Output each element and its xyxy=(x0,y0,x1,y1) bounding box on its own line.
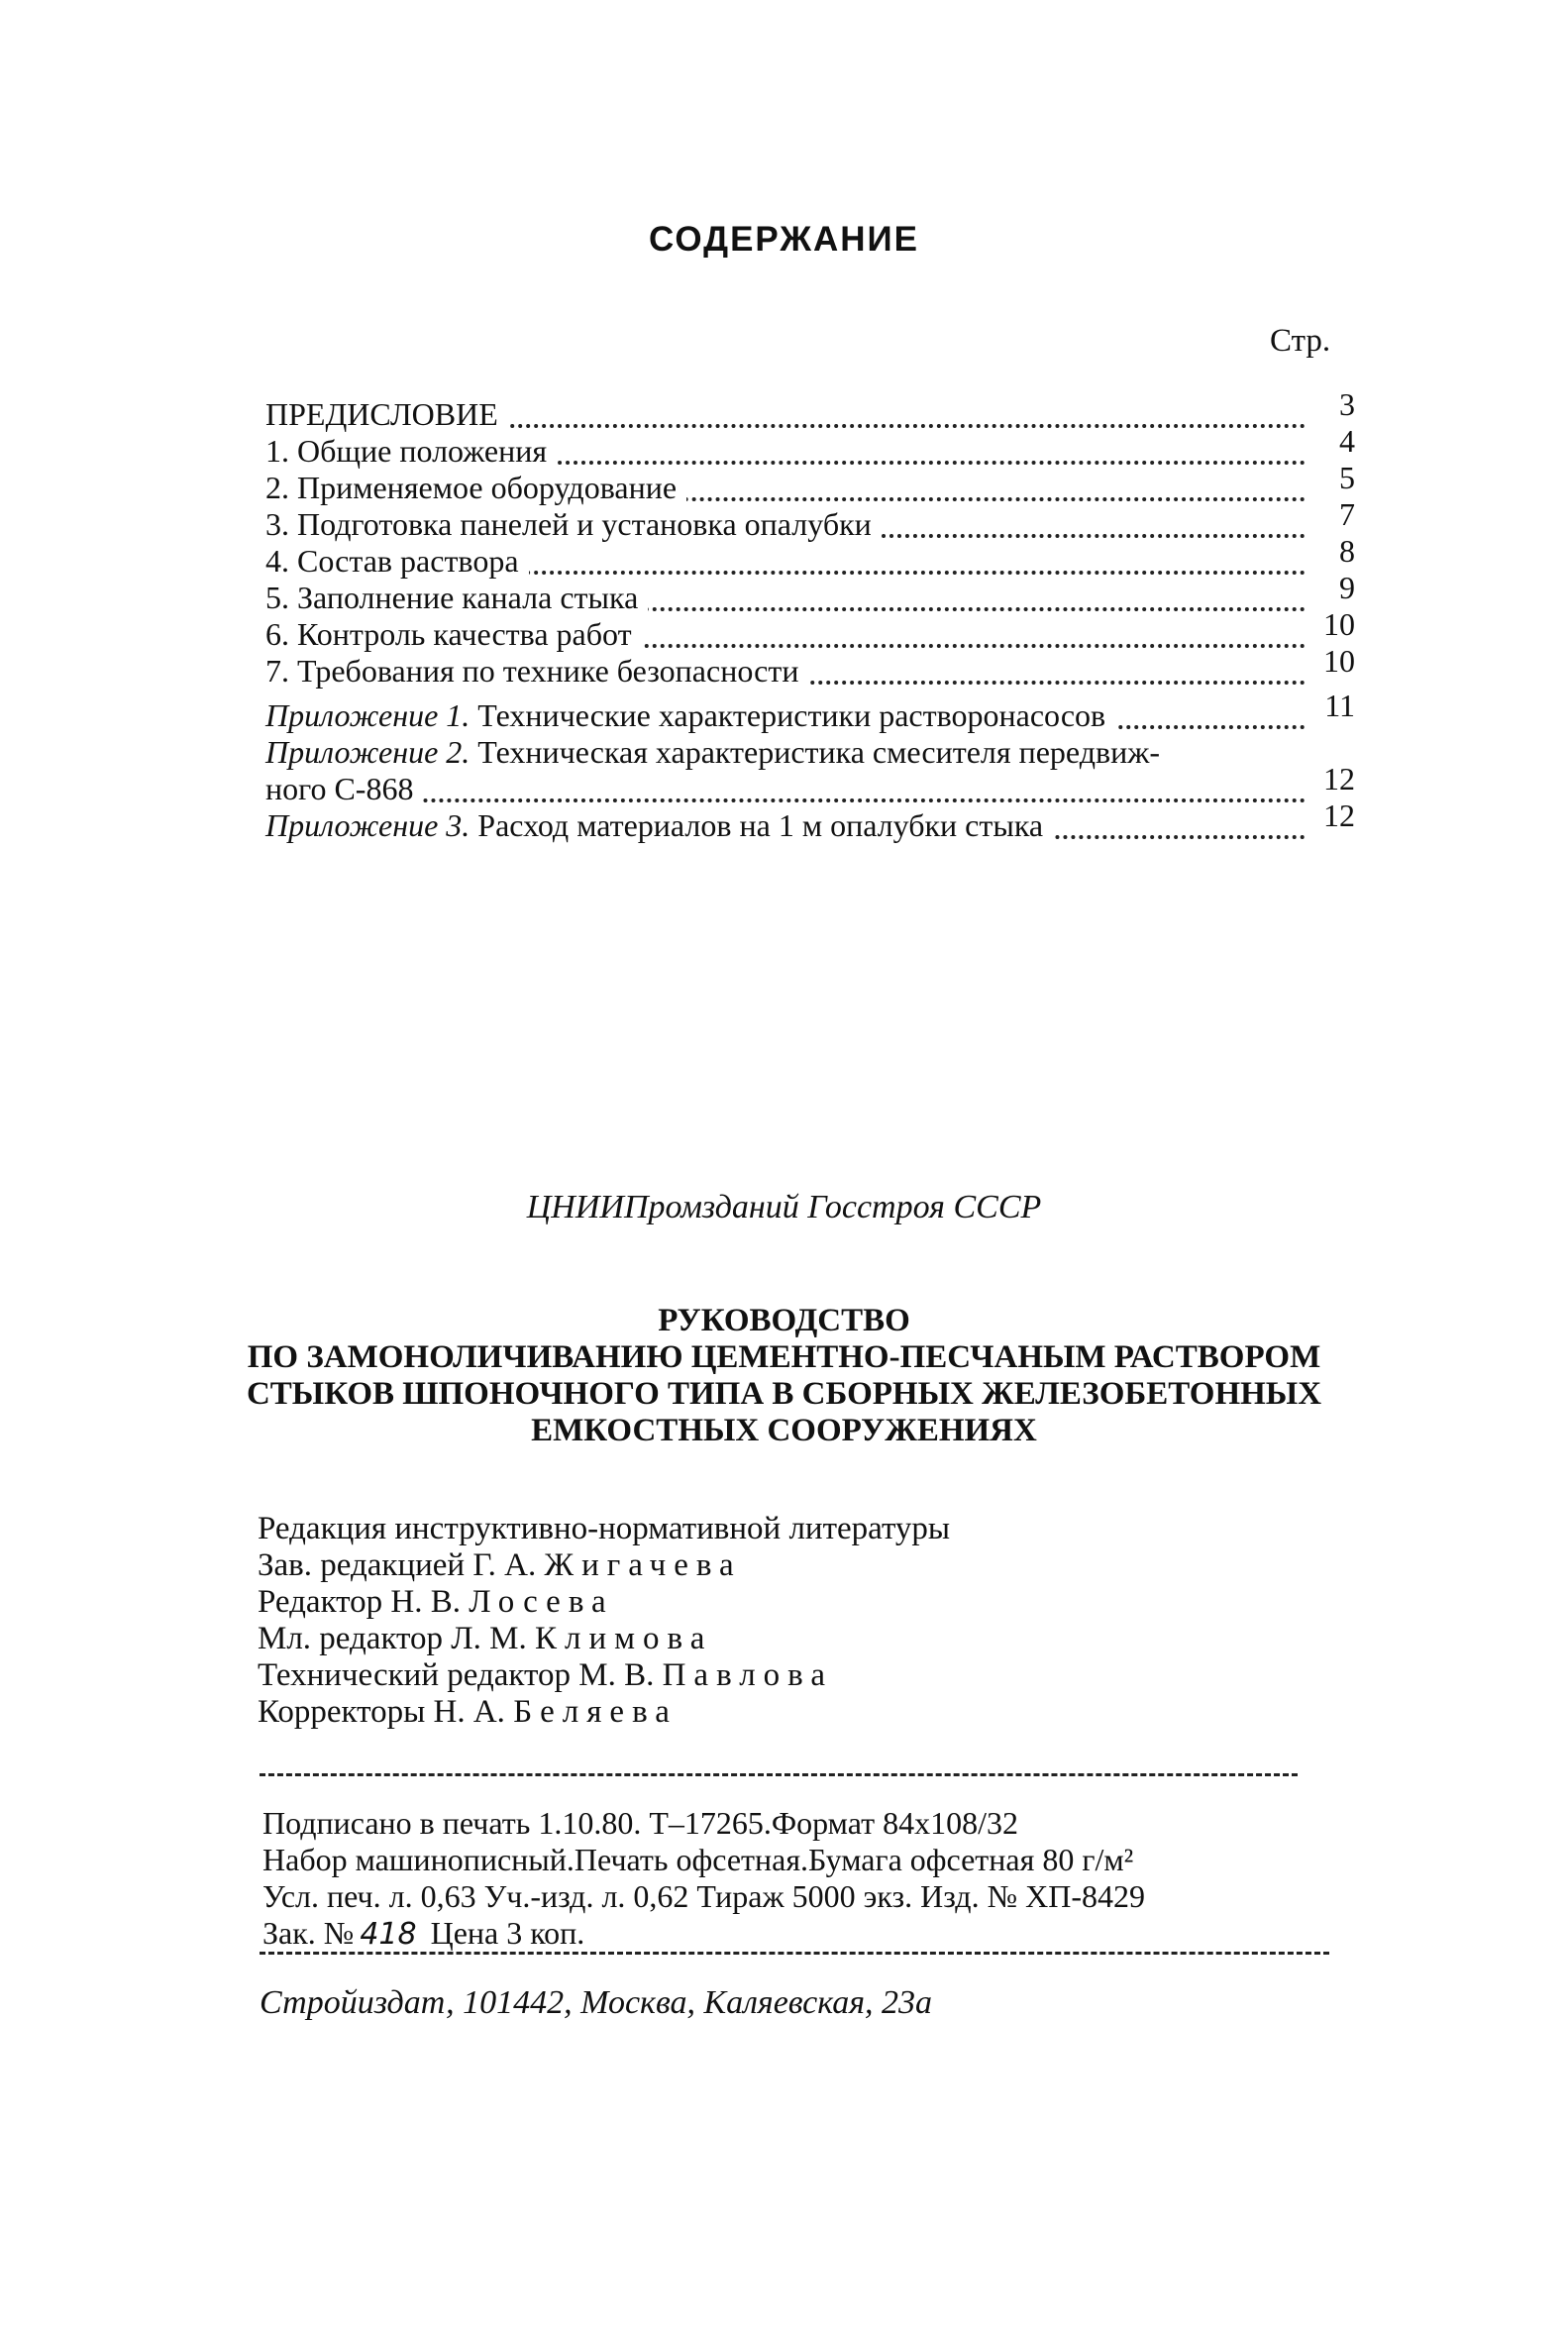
credit-role: Зав. редакцией Г. А. xyxy=(258,1547,537,1583)
appendix-prefix: Приложение 1. xyxy=(265,697,470,733)
toc-page: 8 xyxy=(1315,533,1355,570)
toc-row-4[interactable] xyxy=(265,533,1355,580)
toc-row-3[interactable] xyxy=(265,496,1355,543)
appendix-text-continued: ного С-868 xyxy=(265,771,423,806)
credit-name: Лосева xyxy=(469,1584,614,1620)
toc-row-2[interactable] xyxy=(265,460,1355,506)
toc-row-5[interactable] xyxy=(265,570,1355,616)
imprint-line: Набор машинописный.Печать офсетная.Бумага офсетная 80 г/м² xyxy=(262,1842,1134,1877)
credit-row xyxy=(258,1584,950,1621)
book-title-line: ПО ЗАМОНОЛИЧИВАНИЮ ЦЕМЕНТНО-ПЕСЧАНЫМ РАСТВОРОМ xyxy=(247,1339,1321,1375)
credit-row xyxy=(258,1657,950,1694)
toc-page: 3 xyxy=(1315,386,1355,423)
credit-name: Климова xyxy=(535,1621,713,1656)
divider-bottom xyxy=(260,1952,1329,1955)
toc-row-appendix-2-line2[interactable] xyxy=(265,761,1355,807)
credit-row xyxy=(258,1621,950,1657)
appendix-text: Техническая характеристика смесителя передвиж- xyxy=(477,734,1160,770)
imprint-line: Подписано в печать 1.10.80. Т–17265.Формат 84х108/32 xyxy=(262,1805,1018,1841)
appendix-prefix: Приложение 3. xyxy=(265,807,470,843)
credit-role: Корректоры Н. А. xyxy=(258,1694,505,1730)
toc-label: 2. Применяемое оборудование xyxy=(265,470,686,505)
credit-role: Редактор Н. В. xyxy=(258,1584,461,1620)
toc-row-6[interactable] xyxy=(265,606,1355,653)
toc-label: 4. Состав раствора xyxy=(265,543,529,579)
book-title-line: СТЫКОВ ШПОНОЧНОГО ТИПА В СБОРНЫХ ЖЕЛЕЗОБЕТОННЫХ xyxy=(246,1376,1322,1412)
imprint-order-line xyxy=(262,1915,1145,1953)
toc-row-preface[interactable] xyxy=(265,386,1355,433)
toc-page: 4 xyxy=(1315,423,1355,460)
toc-page: 5 xyxy=(1315,460,1355,496)
imprint-block xyxy=(262,1805,1145,1953)
toc-label: 6. Контроль качества работ xyxy=(265,616,642,652)
appendix-prefix: Приложение 2. xyxy=(265,734,470,770)
toc-row-appendix-3[interactable] xyxy=(265,797,1355,844)
toc-row-1[interactable] xyxy=(265,423,1355,470)
credit-role: Технический редактор М. В. xyxy=(258,1657,655,1693)
toc-page: 12 xyxy=(1315,761,1355,797)
credit-name: Беляева xyxy=(513,1694,678,1730)
editorial-credits xyxy=(258,1511,950,1731)
toc-label: 5. Заполнение канала стыка xyxy=(265,580,648,615)
toc-label: 1. Общие положения xyxy=(265,433,557,469)
publisher-name: ЦНИИПромзданий Госстроя СССР xyxy=(526,1189,1042,1225)
toc-page: 11 xyxy=(1315,688,1355,724)
credit-name: Жигачева xyxy=(544,1547,742,1583)
appendix-text: Расход материалов на 1 м опалубки стыка xyxy=(477,807,1044,843)
divider-top xyxy=(260,1773,1298,1776)
page-column-label: Стр. xyxy=(1270,323,1331,359)
toc-page: 9 xyxy=(1315,570,1355,606)
price: Цена 3 коп. xyxy=(430,1915,585,1951)
credits-edition: Редакция инструктивно-нормативной литературы xyxy=(258,1511,951,1546)
credit-name: Павлова xyxy=(662,1657,833,1693)
toc-page: 12 xyxy=(1315,797,1355,834)
toc-label: 3. Подготовка панелей и установка опалубки xyxy=(265,506,882,542)
credit-row xyxy=(258,1694,950,1731)
contents-title: СОДЕРЖАНИЕ xyxy=(648,220,919,259)
toc-page: 10 xyxy=(1315,643,1355,680)
book-title-line: РУКОВОДСТВО xyxy=(658,1303,910,1338)
book-title xyxy=(0,1303,1568,1449)
table-of-contents xyxy=(265,386,1355,844)
order-label: Зак. № xyxy=(262,1915,355,1951)
publisher-address: Стройиздат, 101442, Москва, Каляевская, 23а xyxy=(260,1984,933,2021)
toc-label: ПРЕДИСЛОВИЕ xyxy=(265,396,508,432)
toc-label: 7. Требования по технике безопасности xyxy=(265,653,808,689)
toc-page: 10 xyxy=(1315,606,1355,643)
appendix-text: Технические характеристики растворонасосов xyxy=(477,697,1106,733)
order-number: 418 xyxy=(360,1917,417,1952)
credit-role: Мл. редактор Л. М. xyxy=(258,1621,527,1656)
toc-row-appendix-1[interactable] xyxy=(265,688,1355,734)
toc-page: 7 xyxy=(1315,496,1355,533)
imprint-line: Усл. печ. л. 0,63 Уч.-изд. л. 0,62 Тираж 5000 экз. Изд. № ХП-8429 xyxy=(262,1878,1145,1914)
credit-row xyxy=(258,1547,950,1584)
toc-row-7[interactable] xyxy=(265,643,1355,690)
book-title-line: ЕМКОСТНЫХ СООРУЖЕНИЯХ xyxy=(531,1413,1037,1448)
toc-row-appendix-2-line1[interactable] xyxy=(265,734,1355,771)
